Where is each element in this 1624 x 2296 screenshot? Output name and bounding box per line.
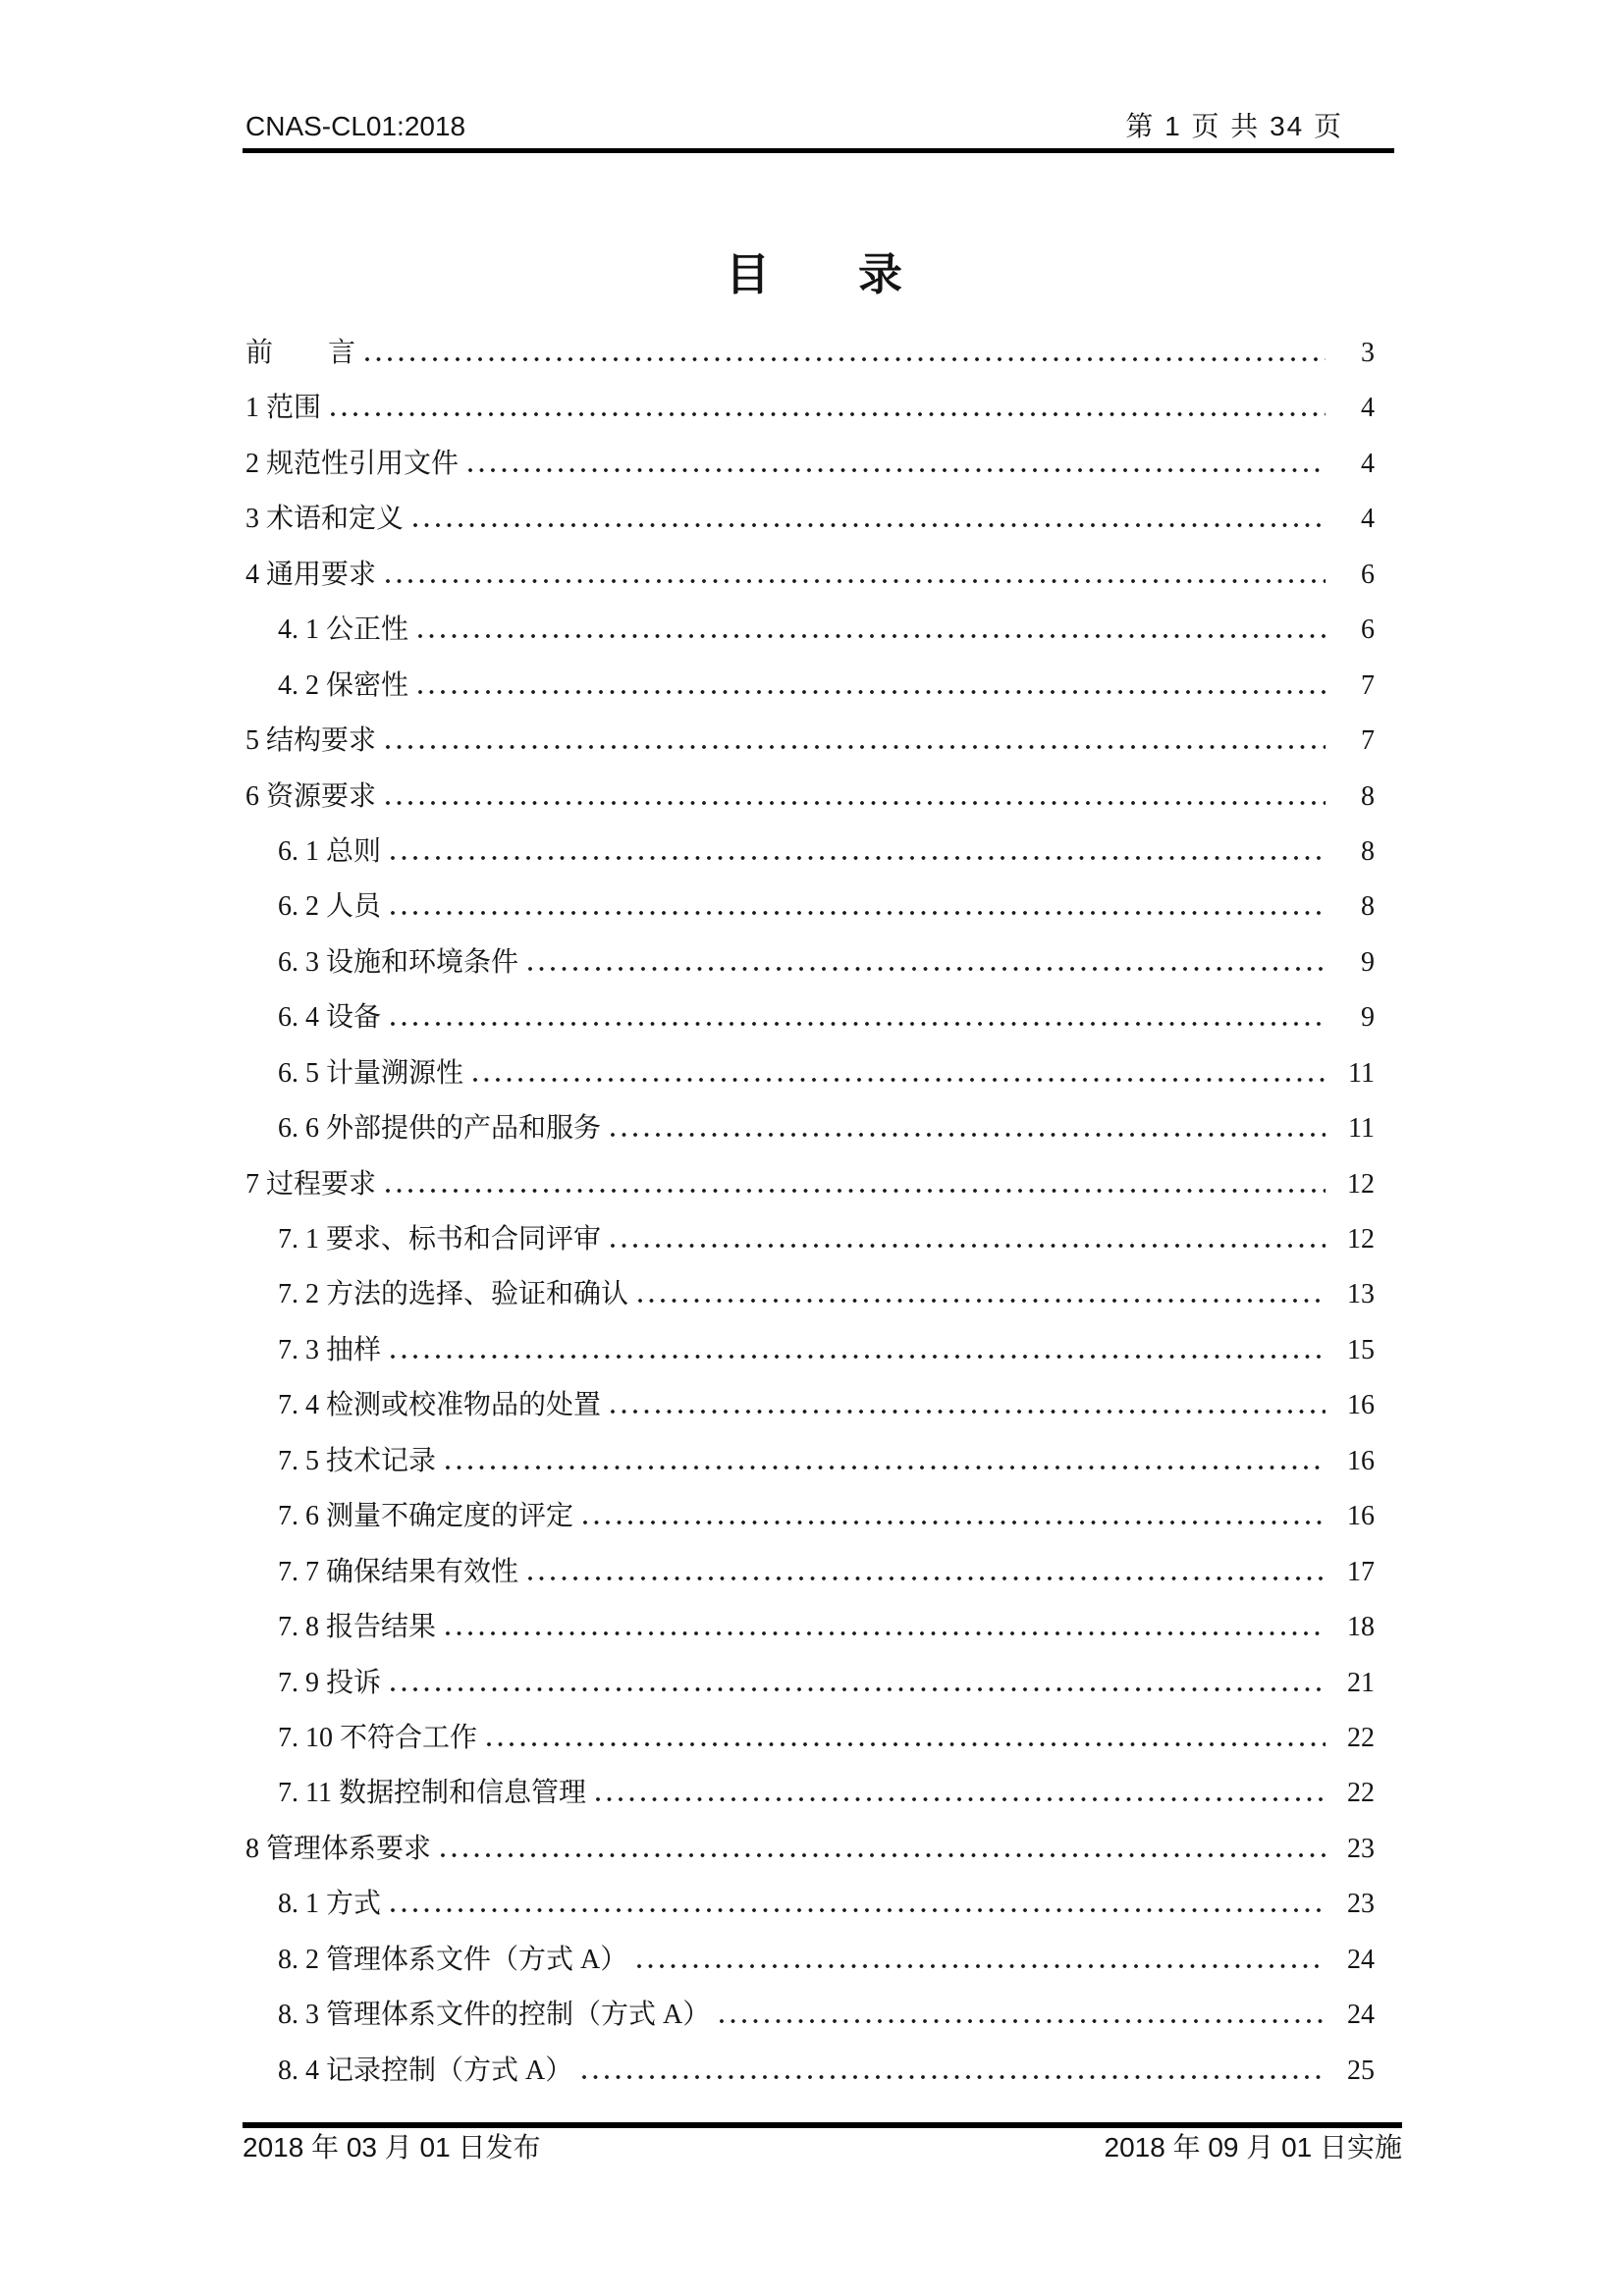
toc-leader-dots xyxy=(637,1964,1326,1968)
toc-entry-page: 8 xyxy=(1361,835,1375,867)
toc-entry xyxy=(245,1212,1375,1267)
toc-leader-dots xyxy=(331,412,1326,416)
toc-entry xyxy=(245,1434,1375,1489)
toc-entry-label: 6. 6 外部提供的产品和服务 xyxy=(278,1113,602,1145)
toc-leader-dots xyxy=(386,745,1326,749)
toc-entry-label: 6. 2 人员 xyxy=(278,891,382,923)
toc-entry-page: 8 xyxy=(1361,780,1375,812)
toc-entry-label: 2 规范性引用文件 xyxy=(245,448,460,479)
toc-entry-label: 6. 5 计量溯源性 xyxy=(278,1057,464,1089)
toc-entry xyxy=(245,2044,1375,2099)
toc-entry-page: 11 xyxy=(1348,1113,1375,1145)
toc-leader-dots xyxy=(391,1022,1326,1026)
toc-entry xyxy=(245,935,1375,990)
toc-entry-label: 7. 2 方法的选择、验证和确认 xyxy=(278,1279,629,1310)
toc-entry xyxy=(245,659,1375,714)
doc-code: CNAS-CL01:2018 xyxy=(245,111,466,141)
toc-leader-dots xyxy=(583,1521,1326,1524)
toc-entry-label: 7. 7 确保结果有效性 xyxy=(278,1556,519,1587)
toc-entry-label: 7. 6 测量不确定度的评定 xyxy=(278,1501,574,1532)
toc-leader-dots xyxy=(441,1853,1326,1857)
toc-entry-page: 12 xyxy=(1347,1168,1375,1200)
toc-leader-dots xyxy=(596,1797,1326,1801)
toc-entry-page: 7 xyxy=(1361,725,1375,757)
toc-leader-dots xyxy=(611,1410,1326,1414)
toc-entry-page: 22 xyxy=(1347,1722,1375,1753)
toc-leader-dots xyxy=(487,1742,1326,1746)
toc-entry-label: 6. 3 设施和环境条件 xyxy=(278,946,519,978)
toc-entry xyxy=(245,1378,1375,1433)
toc-entry-page: 11 xyxy=(1348,1057,1375,1089)
toc-entry-label: 5 结构要求 xyxy=(245,725,377,757)
toc-entry-page: 9 xyxy=(1361,1002,1375,1034)
toc-leader-dots xyxy=(386,579,1326,583)
toc-entry-label: 7. 4 检测或校准物品的处置 xyxy=(278,1390,602,1421)
release-date: 2018 年 03 月 01 日发布 xyxy=(243,2132,541,2163)
toc-entry-page: 22 xyxy=(1347,1778,1375,1809)
toc-entry-label: 7. 3 抽样 xyxy=(278,1334,382,1365)
toc-entry-label: 7. 10 不符合工作 xyxy=(278,1722,478,1753)
toc-entry-label: 4 通用要求 xyxy=(245,559,377,590)
toc-entry xyxy=(245,603,1375,658)
toc-entry-page: 4 xyxy=(1361,504,1375,535)
page-indicator: 第 1 页 共 34 页 xyxy=(1125,111,1343,141)
toc-entry-label: 4. 1 公正性 xyxy=(278,614,409,646)
toc-entry xyxy=(245,381,1375,436)
toc-entry xyxy=(245,1157,1375,1212)
toc-leader-dots xyxy=(528,1576,1326,1580)
toc-entry-page: 23 xyxy=(1347,1889,1375,1920)
toc-entry-page: 23 xyxy=(1347,1833,1375,1864)
footer-divider xyxy=(243,2122,1402,2128)
toc-entry xyxy=(245,880,1375,934)
toc-entry xyxy=(245,1545,1375,1600)
header-divider xyxy=(243,148,1394,153)
toc-entry xyxy=(245,1933,1375,1988)
toc-entry-page: 24 xyxy=(1347,1944,1375,1975)
toc-entry xyxy=(245,1101,1375,1156)
toc-entry-page: 9 xyxy=(1361,946,1375,978)
toc-entry-page: 13 xyxy=(1347,1279,1375,1310)
toc-leader-dots xyxy=(582,2075,1326,2079)
toc-entry-page: 24 xyxy=(1347,2000,1375,2031)
toc-leader-dots xyxy=(611,1133,1326,1137)
toc-entry-label: 3 术语和定义 xyxy=(245,504,405,535)
toc-leader-dots xyxy=(391,856,1326,860)
toc-entry-page: 3 xyxy=(1361,338,1375,368)
toc-leader-dots xyxy=(391,1908,1326,1912)
toc-leader-dots xyxy=(365,357,1326,361)
toc-leader-dots xyxy=(468,468,1326,472)
toc-entry xyxy=(245,1766,1375,1821)
toc-leader-dots xyxy=(528,967,1326,971)
toc-entry-page: 16 xyxy=(1347,1390,1375,1421)
toc-leader-dots xyxy=(446,1631,1326,1635)
toc-entry xyxy=(245,548,1375,603)
toc-entry-page: 4 xyxy=(1361,448,1375,479)
toc-entry-page: 25 xyxy=(1347,2055,1375,2086)
toc-entry-page: 15 xyxy=(1347,1334,1375,1365)
toc-entry xyxy=(245,1988,1375,2043)
toc-entry xyxy=(245,326,1375,381)
toc-entry xyxy=(245,825,1375,880)
toc-leader-dots xyxy=(720,2019,1326,2023)
toc-entry-label: 7. 9 投诉 xyxy=(278,1667,382,1698)
page-header xyxy=(245,110,1394,143)
toc-leader-dots xyxy=(413,523,1326,527)
toc-entry-page: 17 xyxy=(1347,1556,1375,1587)
toc-entry xyxy=(245,1323,1375,1378)
toc-entry xyxy=(245,1489,1375,1544)
toc-leader-dots xyxy=(446,1466,1326,1469)
toc-entry-label: 7. 1 要求、标书和合同评审 xyxy=(278,1224,602,1255)
toc-leader-dots xyxy=(611,1244,1326,1248)
toc-entry-label: 1 范围 xyxy=(245,393,322,424)
toc-leader-dots xyxy=(473,1078,1326,1082)
toc-entry xyxy=(245,1877,1375,1932)
toc-entry xyxy=(245,492,1375,547)
toc-entry-label: 4. 2 保密性 xyxy=(278,669,409,701)
toc-entry xyxy=(245,990,1375,1045)
toc-entry-page: 6 xyxy=(1361,559,1375,590)
toc-entry-label: 6. 1 总则 xyxy=(278,835,382,867)
toc-leader-dots xyxy=(418,634,1326,638)
toc-entry-page: 18 xyxy=(1347,1612,1375,1643)
toc-entry-label: 7. 8 报告结果 xyxy=(278,1612,437,1643)
toc-entry-page: 12 xyxy=(1347,1224,1375,1255)
toc-leader-dots xyxy=(418,690,1326,694)
toc-entry-page: 16 xyxy=(1347,1501,1375,1532)
toc-entry-label: 8 管理体系要求 xyxy=(245,1833,432,1864)
toc-entry-page: 6 xyxy=(1361,614,1375,646)
toc-entry-page: 7 xyxy=(1361,669,1375,701)
toc-entry xyxy=(245,1046,1375,1101)
toc-entry xyxy=(245,770,1375,825)
toc-entry-label: 8. 2 管理体系文件（方式 A） xyxy=(278,1944,628,1975)
toc-entry-label: 7. 5 技术记录 xyxy=(278,1445,437,1476)
toc-entry-label: 7 过程要求 xyxy=(245,1168,377,1200)
toc-entry xyxy=(245,714,1375,769)
toc-entry-page: 16 xyxy=(1347,1445,1375,1476)
toc-entry-page: 8 xyxy=(1361,891,1375,923)
toc-leader-dots xyxy=(386,1189,1326,1193)
toc-entry-label: 8. 1 方式 xyxy=(278,1889,382,1920)
toc-entry-label: 7. 11 数据控制和信息管理 xyxy=(278,1778,586,1809)
toc-entry-label: 6. 4 设备 xyxy=(278,1002,382,1034)
toc-leader-dots xyxy=(391,1687,1326,1691)
toc-entry xyxy=(245,1656,1375,1711)
toc-entry xyxy=(245,1600,1375,1655)
toc-entry-label: 前 言 xyxy=(245,338,356,368)
toc-entry xyxy=(245,1267,1375,1322)
toc-entry-page: 21 xyxy=(1347,1667,1375,1698)
page-footer xyxy=(243,2130,1402,2165)
toc-leader-dots xyxy=(638,1299,1326,1303)
implementation-date: 2018 年 09 月 01 日实施 xyxy=(1104,2132,1402,2163)
toc-leader-dots xyxy=(391,1355,1326,1359)
toc-entry xyxy=(245,1711,1375,1766)
toc-entry-label: 8. 3 管理体系文件的控制（方式 A） xyxy=(278,2000,711,2031)
page-title: 目 录 xyxy=(725,250,902,299)
toc-entry-page: 4 xyxy=(1361,393,1375,424)
toc-list xyxy=(245,326,1375,2099)
toc-leader-dots xyxy=(391,911,1326,915)
toc-entry-label: 8. 4 记录控制（方式 A） xyxy=(278,2055,573,2086)
toc-leader-dots xyxy=(386,801,1326,805)
toc-entry xyxy=(245,1822,1375,1877)
toc-entry-label: 6 资源要求 xyxy=(245,780,377,812)
toc-entry xyxy=(245,437,1375,492)
